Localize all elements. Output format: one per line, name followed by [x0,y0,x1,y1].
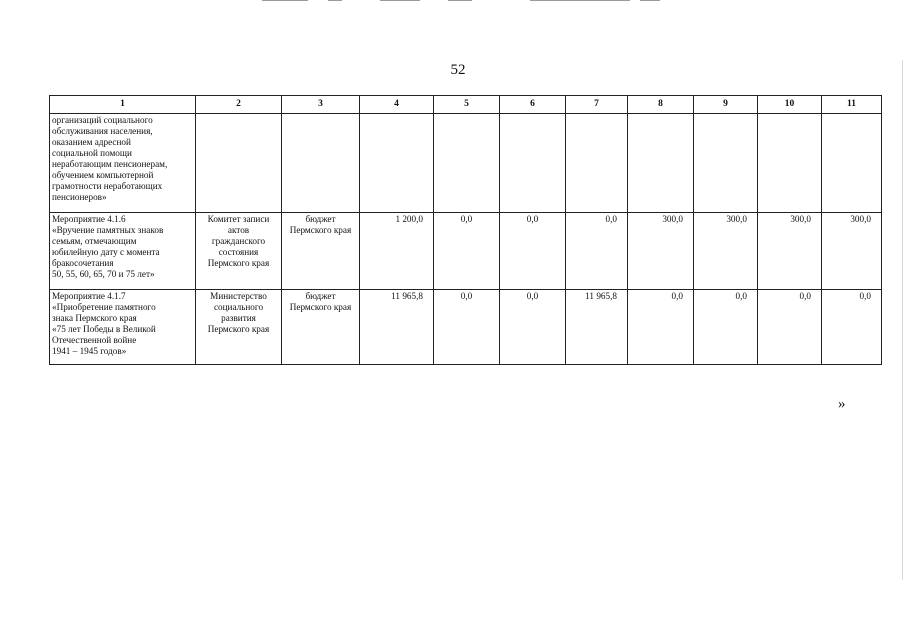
cell-value: 0,0 [822,290,882,365]
cell-value: 1 200,0 [360,213,434,290]
column-header-7: 7 [566,96,628,114]
closing-quote-mark: » [838,396,846,412]
scan-artifact [448,0,472,1]
column-header-5: 5 [434,96,500,114]
cell-value: 0,0 [434,290,500,365]
scan-artifact [640,0,660,1]
column-header-3: 3 [282,96,360,114]
cell-executor: Комитет записи актов гражданского состояния Пермского края [196,213,282,290]
cell-value [628,114,694,213]
table-header-row [50,96,882,114]
cell-value [360,114,434,213]
cell-value [434,114,500,213]
cell-value: 300,0 [628,213,694,290]
cell-value: 11 965,8 [566,290,628,365]
column-header-8: 8 [628,96,694,114]
column-header-6: 6 [500,96,566,114]
cell-value: 11 965,8 [360,290,434,365]
cell-source: бюджет Пермского края [282,213,360,290]
cell-value: 0,0 [694,290,758,365]
column-header-1: 1 [50,96,196,114]
cell-executor: Министерство социального развития Пермского края [196,290,282,365]
cell-value: 300,0 [694,213,758,290]
table-row [50,114,882,213]
scan-artifact [262,0,308,1]
cell-value [758,114,822,213]
cell-value: 0,0 [628,290,694,365]
cell-value [694,114,758,213]
cell-value: 0,0 [500,290,566,365]
cell-source [282,114,360,213]
scan-artifact [380,0,420,1]
page-number: 52 [450,62,466,78]
cell-value: 0,0 [566,213,628,290]
cell-executor [196,114,282,213]
cell-description: организаций социального обслуживания населения, оказанием адресной социальной помощи неработающим пенсионерам, обучением компьютерной грамотности неработающих пенсионеров» [50,114,196,213]
cell-description: Мероприятие 4.1.7 «Приобретение памятного знака Пермского края «75 лет Победы в Великой Отечественной войне 1941 – 1945 годов» [50,290,196,365]
cell-value: 300,0 [758,213,822,290]
table-row [50,213,882,290]
column-header-2: 2 [196,96,282,114]
cell-value [566,114,628,213]
column-header-4: 4 [360,96,434,114]
scan-artifact [530,0,630,1]
cell-value: 0,0 [434,213,500,290]
cell-value: 300,0 [822,213,882,290]
cell-value [500,114,566,213]
column-header-9: 9 [694,96,758,114]
column-header-10: 10 [758,96,822,114]
cell-source: бюджет Пермского края [282,290,360,365]
cell-value [822,114,882,213]
budget-table [49,95,882,365]
column-header-11: 11 [822,96,882,114]
table-row [50,290,882,365]
scan-artifact [328,0,342,1]
cell-value: 0,0 [758,290,822,365]
cell-description: Мероприятие 4.1.6 «Вручение памятных знаков семьям, отмечающим юбилейную дату с момента бракосочетания 50, 55, 60, 65, 70 и 75 лет» [50,213,196,290]
scan-edge-line [902,60,903,580]
cell-value: 0,0 [500,213,566,290]
